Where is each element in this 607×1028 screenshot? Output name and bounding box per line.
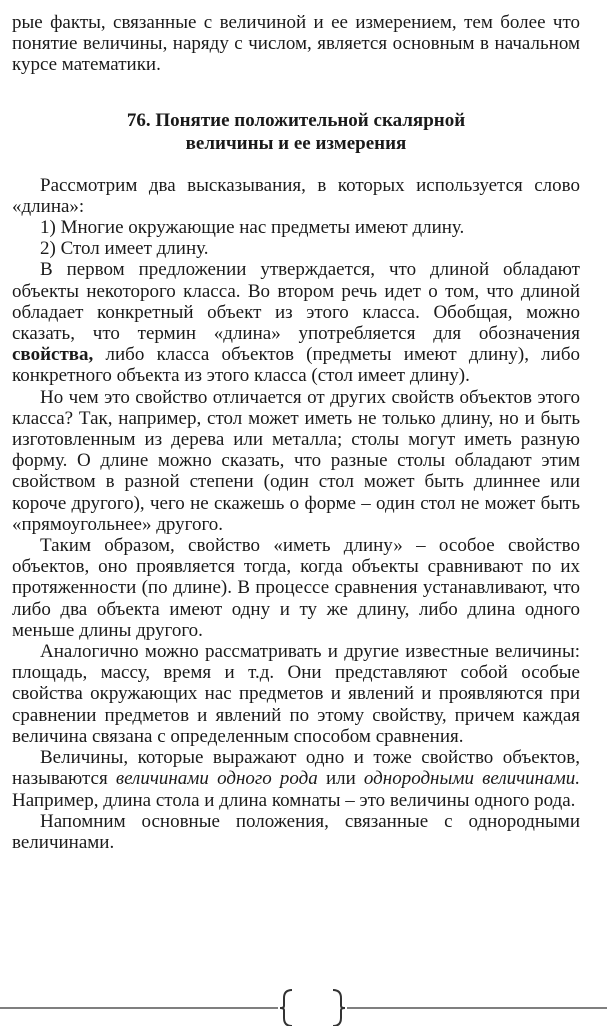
list-item-1: 1) Многие окружающие нас предметы имеют длину. — [40, 217, 465, 239]
paragraph-6-italic-1: величинами одного рода — [115, 768, 318, 790]
paragraph-4: Таким образом, свойство «иметь длину» – особое свойство объектов, оно проявляется тогда, когда объекты сравнивают по их протяженности (по длине). В процессе сравнения устанавливают, что либо два объекта имеют одну и ту же длину, либо длина одного меньше длины другого. — [12, 535, 580, 641]
section-heading — [12, 109, 580, 155]
paragraph-1: Рассмотрим два высказывания, в которых используется слово «длина»: — [12, 174, 580, 217]
paragraph-2 — [12, 259, 580, 386]
paragraph-6-text-b: или — [317, 768, 364, 790]
list-item-2: 2) Стол имеет длину. — [40, 238, 209, 260]
paragraph-3: Но чем это свойство отличается от других свойств объектов этого класса? Так, например, стол может иметь не только длину, но и быть изготовленным из дерева или металла; столы могут иметь разную форму. О длине можно сказать, что разные столы обладают этим свойством в разной степени (один стол может быть длиннее или короче другого), чего не скажешь о форме – один стол не может быть «прямоугольнее» другого. — [12, 386, 580, 535]
page-body — [12, 0, 580, 853]
section-heading-line-2: величины и ее измерения — [185, 132, 407, 154]
paragraph-2-text-a: В первом предложении утверждается, что длиной обладают объекты некоторого класса. Во втором речь идет о том, что длиной обладает конкретный объект из этого класса. Обобщая, можно сказать, что термин «длина» употребляется для обозначения — [12, 259, 580, 345]
paragraph-6 — [12, 747, 580, 811]
paragraph-5: Аналогично можно рассматривать и другие известные величины: площадь, массу, время и т.д. Они представляют собой особые свойства окружающих нас предметов и явлений и проявляются при сравнении предметов и явлений по этому свойству, причем каждая величина связана с определенным способом сравнения. — [12, 641, 580, 747]
paragraph-7: Напомним основные положения, связанные с однородными величинами. — [12, 810, 580, 853]
paragraph-6-text-c: Например, длина стола и длина комнаты – это величины одного рода. — [12, 789, 576, 811]
footer-bracket-icon — [0, 986, 607, 1026]
paragraph-6-text-a: Величины, которые выражают одно и тоже свойство объектов, называются — [12, 747, 580, 790]
top-paragraph: рые факты, связанные с величиной и ее измерением, тем более что понятие величины, наряду с числом, является основным в начальном курсе математики. — [12, 12, 580, 76]
section-heading-line-1: 76. Понятие положительной скалярной — [126, 109, 466, 131]
paragraph-6-italic-2: однородными величинами. — [363, 768, 580, 790]
paragraph-2-bold: свойства, — [12, 344, 94, 366]
paragraph-2-text-b: либо класса объектов (предметы имеют длину), либо конкретного объекта из этого класса (стол имеет длину). — [12, 344, 580, 387]
page-footer-ornament — [0, 986, 607, 1026]
